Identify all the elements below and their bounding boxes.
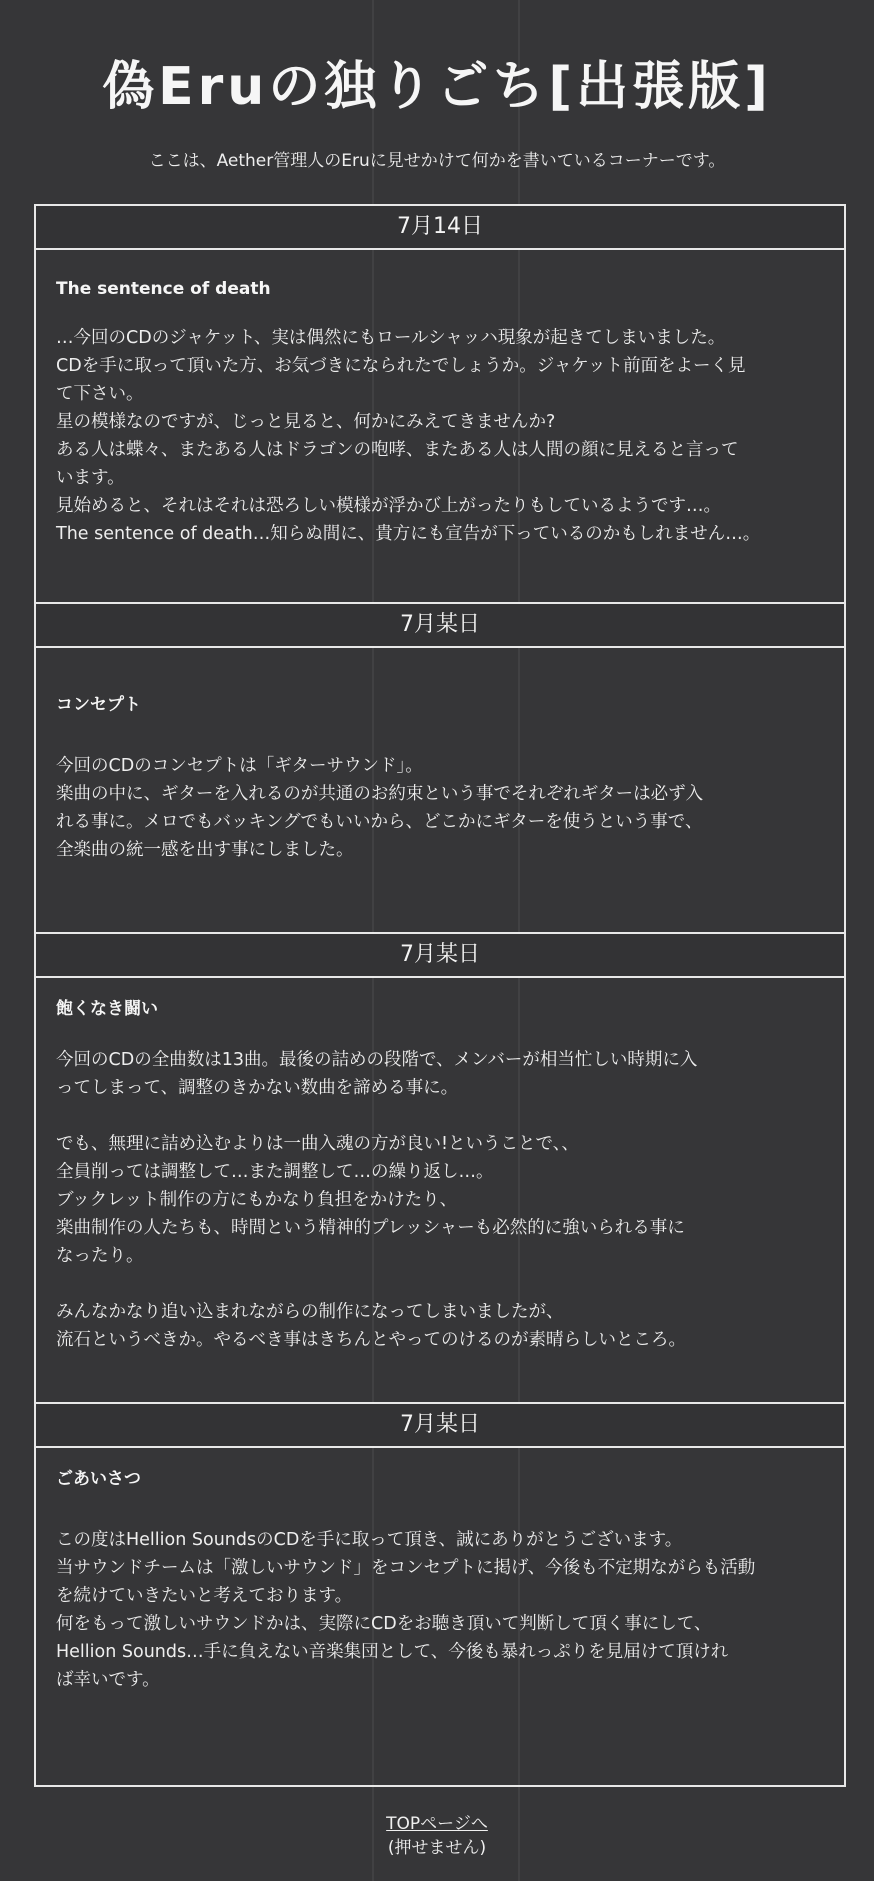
entry-line: …今回のCDのジャケット、実は偶然にもロールシャッハ現象が起きてしまいました。 xyxy=(56,328,726,348)
entry-line: でも、無理に詰め込むよりは一曲入魂の方が良い!ということで、、 xyxy=(56,1134,579,1154)
page-title: 偽Eruの独りごち[出張版] xyxy=(102,57,772,117)
entry-date: 7月某日 xyxy=(36,602,844,648)
entry-date: 7月14日 xyxy=(36,206,844,250)
entry-line: ブックレット制作の方にもかなり負担をかけたり、 xyxy=(56,1190,458,1210)
entry-title: 飽くなき闘い xyxy=(56,999,158,1019)
entry-line: 当サウンドチームは「激しいサウンド」をコンセプトに掲げ、今後も不定期ながらも活動 xyxy=(56,1558,756,1578)
entry-title: ごあいさつ xyxy=(56,1469,141,1489)
entry-title: コンセプト xyxy=(56,695,141,715)
entry-body xyxy=(56,752,826,864)
top-page-link[interactable]: TOPページへ xyxy=(386,1814,488,1834)
entry-line: を続けていきたいと考えております。 xyxy=(56,1586,353,1606)
entry-line: れる事に。メロでもバッキングでもいいから、どこかにギターを使うという事で、 xyxy=(56,812,703,832)
entry-date: 7月某日 xyxy=(36,932,844,978)
entry-line: 今回のCDの全曲数は13曲。最後の詰めの段階で、メンバーが相当忙しい時期に入 xyxy=(56,1050,698,1070)
entry-line: ってしまって、調整のきかない数曲を諦める事に。 xyxy=(56,1078,459,1098)
entry-body xyxy=(56,1526,826,1694)
entry-line: 流石というべきか。やるべき事はきちんとやってのけるのが素晴らしいところ。 xyxy=(56,1330,686,1350)
entry-line: ある人は蝶々、またある人はドラゴンの咆哮、またある人は人間の顔に見えると言って xyxy=(56,440,739,460)
entry-line: みんなかなり追い込まれながらの制作になってしまいましたが、 xyxy=(56,1302,564,1322)
entry xyxy=(56,692,826,864)
entry-line: 楽曲の中に、ギターを入れるのが共通のお約束という事でそれぞれギターは必ず入 xyxy=(56,784,704,804)
entry-line: 何をもって激しいサウンドかは、実際にCDをお聴き頂いて判断して頂く事にして、 xyxy=(56,1614,712,1634)
page-subtitle: ここは、Aether管理人のEruに見せかけて何かを書いているコーナーです。 xyxy=(148,151,726,171)
entry-line: ば幸いです。 xyxy=(56,1670,160,1690)
entry xyxy=(56,996,826,1354)
footer xyxy=(0,1812,874,1860)
entry-line: 全員削っては調整して…また調整して…の繰り返し…。 xyxy=(56,1162,494,1182)
entry-line: The sentence of death…知らぬ間に、貴方にも宣告が下っているのかもしれません…。 xyxy=(56,524,761,544)
entry-line: この度はHellion SoundsのCDを手に取って頂き、誠にありがとうございます。 xyxy=(56,1530,683,1550)
entry xyxy=(56,276,826,548)
paragraph-gap xyxy=(56,1270,826,1298)
entry xyxy=(56,1466,826,1694)
entry-line: 星の模様なのですが、じっと見ると、何かにみえてきませんか? xyxy=(56,412,556,432)
link-note: (押せません) xyxy=(387,1838,487,1858)
entry-line: Hellion Sounds…手に負えない音楽集団として、今後も暴れっぷりを見届けて頂けれ xyxy=(56,1642,729,1662)
paragraph-gap xyxy=(56,1102,826,1130)
entry-line: います。 xyxy=(56,468,125,488)
entry-line: て下さい。 xyxy=(56,384,144,404)
entry-line: 楽曲制作の人たちも、時間という精神的プレッシャーも必然的に強いられる事に xyxy=(56,1218,685,1238)
entry-body xyxy=(56,324,826,548)
entry-title: The sentence of death xyxy=(56,279,271,299)
entry-date: 7月某日 xyxy=(36,1402,844,1448)
entry-body xyxy=(56,1046,826,1354)
entry-line: 今回のCDのコンセプトは「ギターサウンド」。 xyxy=(56,756,423,776)
entry-line: 見始めると、それはそれは恐ろしい模様が浮かび上がったりもしているようです…。 xyxy=(56,496,721,516)
entry-line: 全楽曲の統一感を出す事にしました。 xyxy=(56,840,354,860)
entries-frame xyxy=(34,204,846,1787)
entry-line: なったり。 xyxy=(56,1246,144,1266)
entry-line: CDを手に取って頂いた方、お気づきになられたでしょうか。ジャケット前面をよーく見 xyxy=(56,356,746,376)
